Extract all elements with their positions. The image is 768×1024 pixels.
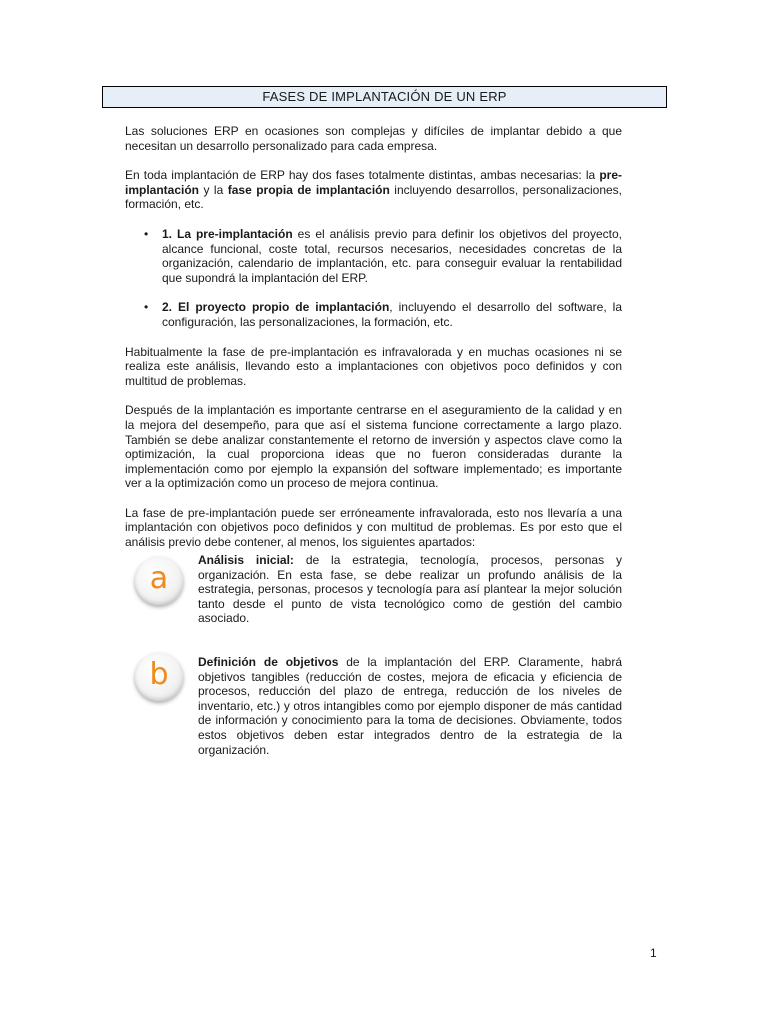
phases-text: incluyendo desarrollos, personalizaciones, formación, etc. [125,182,623,212]
badge-letter: b [149,656,169,692]
section-body: de la implantación del ERP. Claramente, habrá objetivos tangibles (reducción de costes, mejora de eficacia y eficiencia de procesos, reducción del plazo de entrega, reducción de los niveles de inventario, etc.) y otros intangibles como por ejemplo disponer de más cantidad de información y conocimiento para la toma de decisiones. Obviamente, todos estos objetivos deben estar integrados dentro de la estrategia de la organización. [198,655,622,757]
intro-paragraph: Las soluciones ERP en ocasiones son complejas y difíciles de implantar debido a que necesitan un desarrollo personalizado para cada empresa. [125,124,622,153]
phases-text: y la [199,182,228,197]
phases-bold-fase-propia: fase propia de implantación [227,182,390,197]
letter-a-icon [135,557,183,605]
section-text [198,553,622,626]
phases-paragraph [125,168,622,212]
section-text [198,655,622,757]
section-heading: Análisis inicial: [198,553,294,567]
page-number: 1 [650,946,657,960]
list-item [125,300,622,329]
bullet-symbol: • [144,226,149,241]
document-body [125,124,622,565]
list-item-bold: 2. El proyecto propio de implantación [162,300,390,315]
list-item-text: es el análisis previo para definir los objetivos del proyecto, alcance funcional, coste total, recursos necesarios, necesidades concretas de la organización, calendario de implantación, etc. para conseguir evaluar la rentabilidad que supondrá la implantación del ERP. [162,226,623,285]
list-item-bold: 1. La pre-implantación [162,226,293,241]
list-item [125,227,622,285]
phases-list [125,227,622,330]
analysis-intro-paragraph: La fase de pre-implantación puede ser erróneamente infravalorada, esto nos llevaría a una implantación con objetivos poco definidos y con multitud de problemas. Es por esto que el análisis previo debe contener, al menos, los siguientes apartados: [125,505,622,550]
list-item-text: , incluyendo el desarrollo del software, la configuración, las personalizaciones, la formación, etc. [162,300,622,329]
section-body: de la estrategia, tecnología, procesos, personas y organización. En esta fase, se debe realizar un profundo análisis de la estrategia, personas, procesos y tecnología para así plantear la mejor solución tanto desde el punto de vista tecnológico como de gestión del cambio asociado. [198,553,622,626]
phases-bold-preimplantacion: pre-implantación [125,168,622,197]
habitual-paragraph: Habitualmente la fase de pre-implantación es infravalorada y en muchas ocasiones ni se realiza este análisis, llevando esto a implantaciones con objetivos poco definidos y con multitud de problemas. [125,344,622,388]
section-item-b [135,655,622,757]
bullet-symbol: • [144,300,149,315]
section-item-a [135,553,622,626]
section-heading: Definición de objetivos [198,655,339,669]
post-implementation-paragraph: Después de la implantación es importante centrarse en el aseguramiento de la calidad y en la mejora del desempeño, para que así el sistema funcione correctamente a largo plazo. También se debe analizar constantemente el retorno de inversión y aspectos clave como la optimización, la cual proporciona ideas que no fueron consideradas durante la implementación como por ejemplo la expansión del software implementado; es importante ver a la optimización como un proceso de mejora continua. [125,403,622,491]
badge-letter: a [149,560,169,596]
phases-text: En toda implantación de ERP hay dos fases totalmente distintas, ambas necesarias: la [125,168,600,183]
document-title: FASES DE IMPLANTACIÓN DE UN ERP [102,86,667,108]
letter-b-icon [135,653,183,701]
